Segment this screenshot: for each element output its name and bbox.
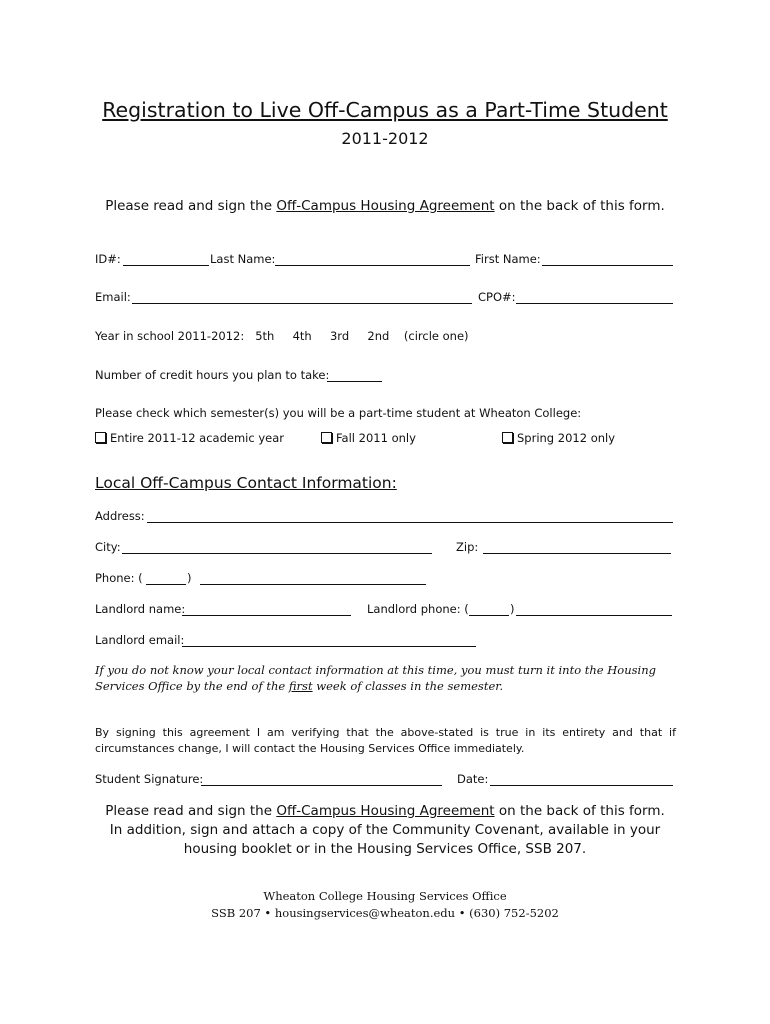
phone-label: Phone: ( [95, 571, 143, 585]
credit-hours-label: Number of credit hours you plan to take: [95, 368, 330, 382]
zip-label: Zip: [456, 540, 479, 554]
intro-prefix: Please read and sign the [105, 198, 277, 214]
phone-paren-close: ) [187, 571, 192, 585]
date-label: Date: [457, 772, 489, 786]
closing-agreement-link: Off-Campus Housing Agreement [276, 803, 495, 819]
footer [0, 888, 770, 922]
contact-info-note [95, 662, 685, 694]
date-field[interactable] [490, 785, 673, 786]
semester-option-label: Spring 2012 only [517, 431, 616, 445]
intro-suffix: on the back of this form. [494, 198, 665, 214]
closing-line-3: housing booklet or in the Housing Services Office, SSB 207. [183, 841, 587, 857]
agreement-paragraph: By signing this agreement I am verifying that the above-stated is true in its entirety and that if circumstances change, I will contact the Housing Services Office immediately. [95, 726, 676, 755]
phone-area-code-field[interactable] [146, 584, 186, 585]
zip-field[interactable] [483, 553, 671, 554]
intro-instruction [0, 198, 770, 214]
student-signature-label: Student Signature: [95, 772, 204, 786]
semester-prompt: Please check which semester(s) you will be a part-time student at Wheaton College: [95, 406, 582, 420]
student-signature-field[interactable] [201, 785, 442, 786]
landlord-name-label: Landlord name: [95, 602, 186, 616]
city-label: City: [95, 540, 121, 554]
semester-option-label: Entire 2011-12 academic year [110, 431, 284, 445]
checkbox-icon[interactable] [95, 432, 106, 443]
cpo-label: CPO#: [478, 290, 516, 304]
semester-option-label: Fall 2011 only [336, 431, 416, 445]
year-in-school[interactable]: Year in school 2011-2012: 5th 4th 3rd 2nd (circle one) [95, 329, 469, 343]
intro-agreement-link: Off-Campus Housing Agreement [276, 198, 495, 214]
form-title: Registration to Live Off-Campus as a Part-Time Student [102, 98, 668, 122]
landlord-email-field[interactable] [182, 646, 476, 647]
closing-instructions [0, 802, 770, 859]
first-name-field[interactable] [542, 265, 673, 266]
local-contact-heading: Local Off-Campus Contact Information: [95, 474, 397, 492]
semester-option-fall[interactable] [321, 431, 416, 445]
semester-option-entire-year[interactable] [95, 431, 284, 445]
phone-number-field[interactable] [200, 584, 426, 585]
semester-option-spring[interactable] [502, 431, 615, 445]
last-name-label: Last Name: [210, 252, 276, 266]
id-label: ID#: [95, 252, 121, 266]
closing-suffix: on the back of this form. [494, 803, 665, 819]
id-field[interactable] [123, 265, 209, 266]
first-name-label: First Name: [475, 252, 541, 266]
address-field[interactable] [147, 522, 673, 523]
email-label: Email: [95, 290, 131, 304]
note-emphasis: first [288, 679, 313, 693]
note-text-before: If you do not know your local contact information at this time, you must turn it into the Housing Services Office by the end of the [95, 663, 656, 693]
closing-line-1 [0, 802, 770, 821]
address-label: Address: [95, 509, 145, 523]
landlord-name-field[interactable] [182, 615, 351, 616]
footer-office-name: Wheaton College Housing Services Office [263, 889, 507, 903]
landlord-phone-number-field[interactable] [516, 615, 672, 616]
closing-line-2: In addition, sign and attach a copy of the Community Covenant, available in your [109, 822, 661, 838]
landlord-phone-paren-close: ) [510, 602, 515, 616]
checkbox-icon[interactable] [321, 432, 332, 443]
email-field[interactable] [132, 303, 472, 304]
checkbox-icon[interactable] [502, 432, 513, 443]
cpo-field[interactable] [516, 303, 673, 304]
city-field[interactable] [122, 553, 432, 554]
footer-contact-details: SSB 207 • housingservices@wheaton.edu • (630) 752-5202 [211, 906, 559, 920]
landlord-phone-label: Landlord phone: ( [367, 602, 469, 616]
note-text-after: week of classes in the semester. [312, 679, 504, 693]
closing-prefix: Please read and sign the [105, 803, 277, 819]
form-year: 2011-2012 [341, 129, 429, 148]
landlord-email-label: Landlord email: [95, 633, 185, 647]
last-name-field[interactable] [275, 265, 470, 266]
landlord-phone-area-code-field[interactable] [469, 615, 509, 616]
credit-hours-field[interactable] [327, 381, 382, 382]
